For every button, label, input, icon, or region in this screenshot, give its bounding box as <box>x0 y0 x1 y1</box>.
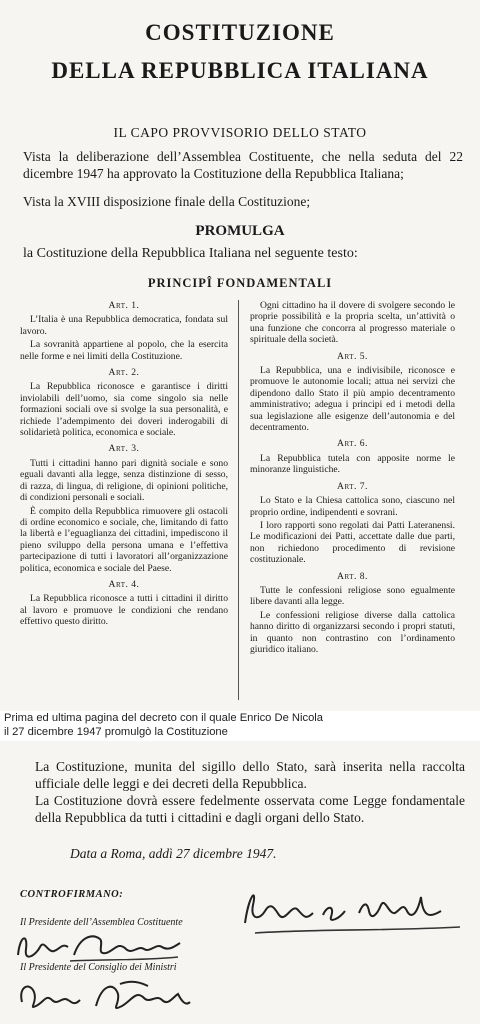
photo-caption <box>0 711 480 741</box>
title-line-1: COSTITUZIONE <box>145 20 335 45</box>
right-column <box>250 300 455 657</box>
article-heading: Art. 8. <box>337 570 368 582</box>
article-paragraph: La Repubblica riconosce a tutti i cittadini il diritto al lavoro e promuove le condizioni che rendano effettivo questo diritto. <box>20 593 228 628</box>
article-paragraph: Le confessioni religiose diverse dalla cattolica hanno diritto di organizzarsi secondo i propri statuti, in quanto non contrastino con l’ordinamento giuridico italiano. <box>250 609 455 655</box>
de-gasperi-signature <box>10 972 200 1022</box>
column-divider <box>238 300 239 700</box>
article-heading: Art. 1. <box>108 300 140 311</box>
intro-line: la Costituzione della Repubblica Italiana nel seguente testo: <box>23 246 358 261</box>
article-paragraph: La Repubblica, una e indivisibile, riconosce e promuove le autonomie locali; attua nei servizi che dipendono dallo Stato il più ampio decentramento amministrativo; adegua i principi ed i metodi della sua legislazione alle esigenze dell’autonomia e del decentramento. <box>250 365 455 434</box>
article-paragraph: Tutti i cittadini hanno pari dignità sociale e sono eguali davanti alla legge, senza distinzione di sesso, di razza, di lingua, di religione, di opinioni politiche, di condizioni personali e sociali. <box>20 457 228 504</box>
principi-heading: PRINCIPÎ FONDAMENTALI <box>147 276 333 290</box>
article-heading: Art. 3. <box>108 443 140 455</box>
role-council-president: Il Presidente del Consiglio dei Ministri <box>20 962 177 973</box>
article-paragraph: Lo Stato e la Chiesa cattolica sono, ciascuno nel proprio ordine, indipendenti e sovrani. <box>250 495 455 518</box>
controfirmano-label: CONTROFIRMANO: <box>20 889 124 900</box>
article-paragraph: I loro rapporti sono regolati dai Patti Lateranensi. Le modificazioni dei Patti, accettate dalle due parti, non richiedono procedimento di revisione costituzionale. <box>250 519 455 566</box>
vista-paragraph-2: Vista la XVIII disposizione finale della Costituzione; <box>23 194 311 209</box>
title-line-2: DELLA REPUBBLICA ITALIANA <box>51 58 429 83</box>
date-line: Data a Roma, addì 27 dicembre 1947. <box>70 846 277 861</box>
article-paragraph: Ogni cittadino ha il dovere di svolgere secondo le proprie possibilità e la propria scelta, un’attività o una funzione che concorra al progresso materiale o spirituale della società. <box>250 300 455 346</box>
article-heading: Art. 6. <box>337 438 368 450</box>
de-nicola-signature <box>235 875 465 945</box>
article-heading: Art. 4. <box>108 578 140 590</box>
article-heading: Art. 5. <box>337 350 368 362</box>
article-paragraph: La Repubblica tutela con apposite norme le minoranze linguistiche. <box>250 452 455 476</box>
final-paragraph-1: La Costituzione, munita del sigillo dello Stato, sarà inserita nella raccolta ufficiale delle leggi e dei decreti della Repubblica. <box>35 759 465 791</box>
left-column <box>20 300 228 630</box>
vista-paragraph-1: Vista la deliberazione dell’Assemblea Costituente, che nella seduta del 22 dicembre 1947 ha approvato la Costituzione della Repubblica Italiana; <box>23 149 463 181</box>
capo-heading: IL CAPO PROVVISORIO DELLO STATO <box>113 125 367 140</box>
article-paragraph: È compito della Repubblica rimuovere gli ostacoli di ordine economico e sociale, che, limitando di fatto la libertà e l’eguaglianza dei cittadini, impediscono il pieno sviluppo della persona umana e l’effettiva partecipazione di tutti i lavoratori all’organizzazione politica, economica e sociale del Paese. <box>20 505 228 574</box>
caption-line-1: Prima ed ultima pagina del decreto con il quale Enrico De Nicola <box>4 712 324 724</box>
caption-line-2: il 27 dicembre 1947 promulgò la Costituzione <box>4 726 228 738</box>
final-paragraph-2: La Costituzione dovrà essere fedelmente osservata come Legge fondamentale della Repubblica da tutti i cittadini e dagli organi dello Stato. <box>35 793 465 825</box>
promulga-heading: PROMULGA <box>195 223 285 239</box>
article-paragraph: La sovranità appartiene al popolo, che la esercita nelle forme e nei limiti della Costituzione. <box>20 339 228 362</box>
article-paragraph: La Repubblica riconosce e garantisce i diritti inviolabili dell’uomo, sia come singolo sia nelle formazioni sociali ove si svolge la sua personalità, e richiede l’adempimento dei doveri inderogabili di solidarietà politica, economica e sociale. <box>20 381 228 439</box>
role-assembly-president: Il Presidente dell’Assemblea Costituente <box>20 917 183 928</box>
article-heading: Art. 2. <box>108 367 140 379</box>
article-paragraph: L’Italia è una Repubblica democratica, fondata sul lavoro. <box>20 314 228 337</box>
article-heading: Art. 7. <box>337 480 368 492</box>
article-paragraph: Tutte le confessioni religiose sono egualmente libere davanti alla legge. <box>250 584 455 608</box>
